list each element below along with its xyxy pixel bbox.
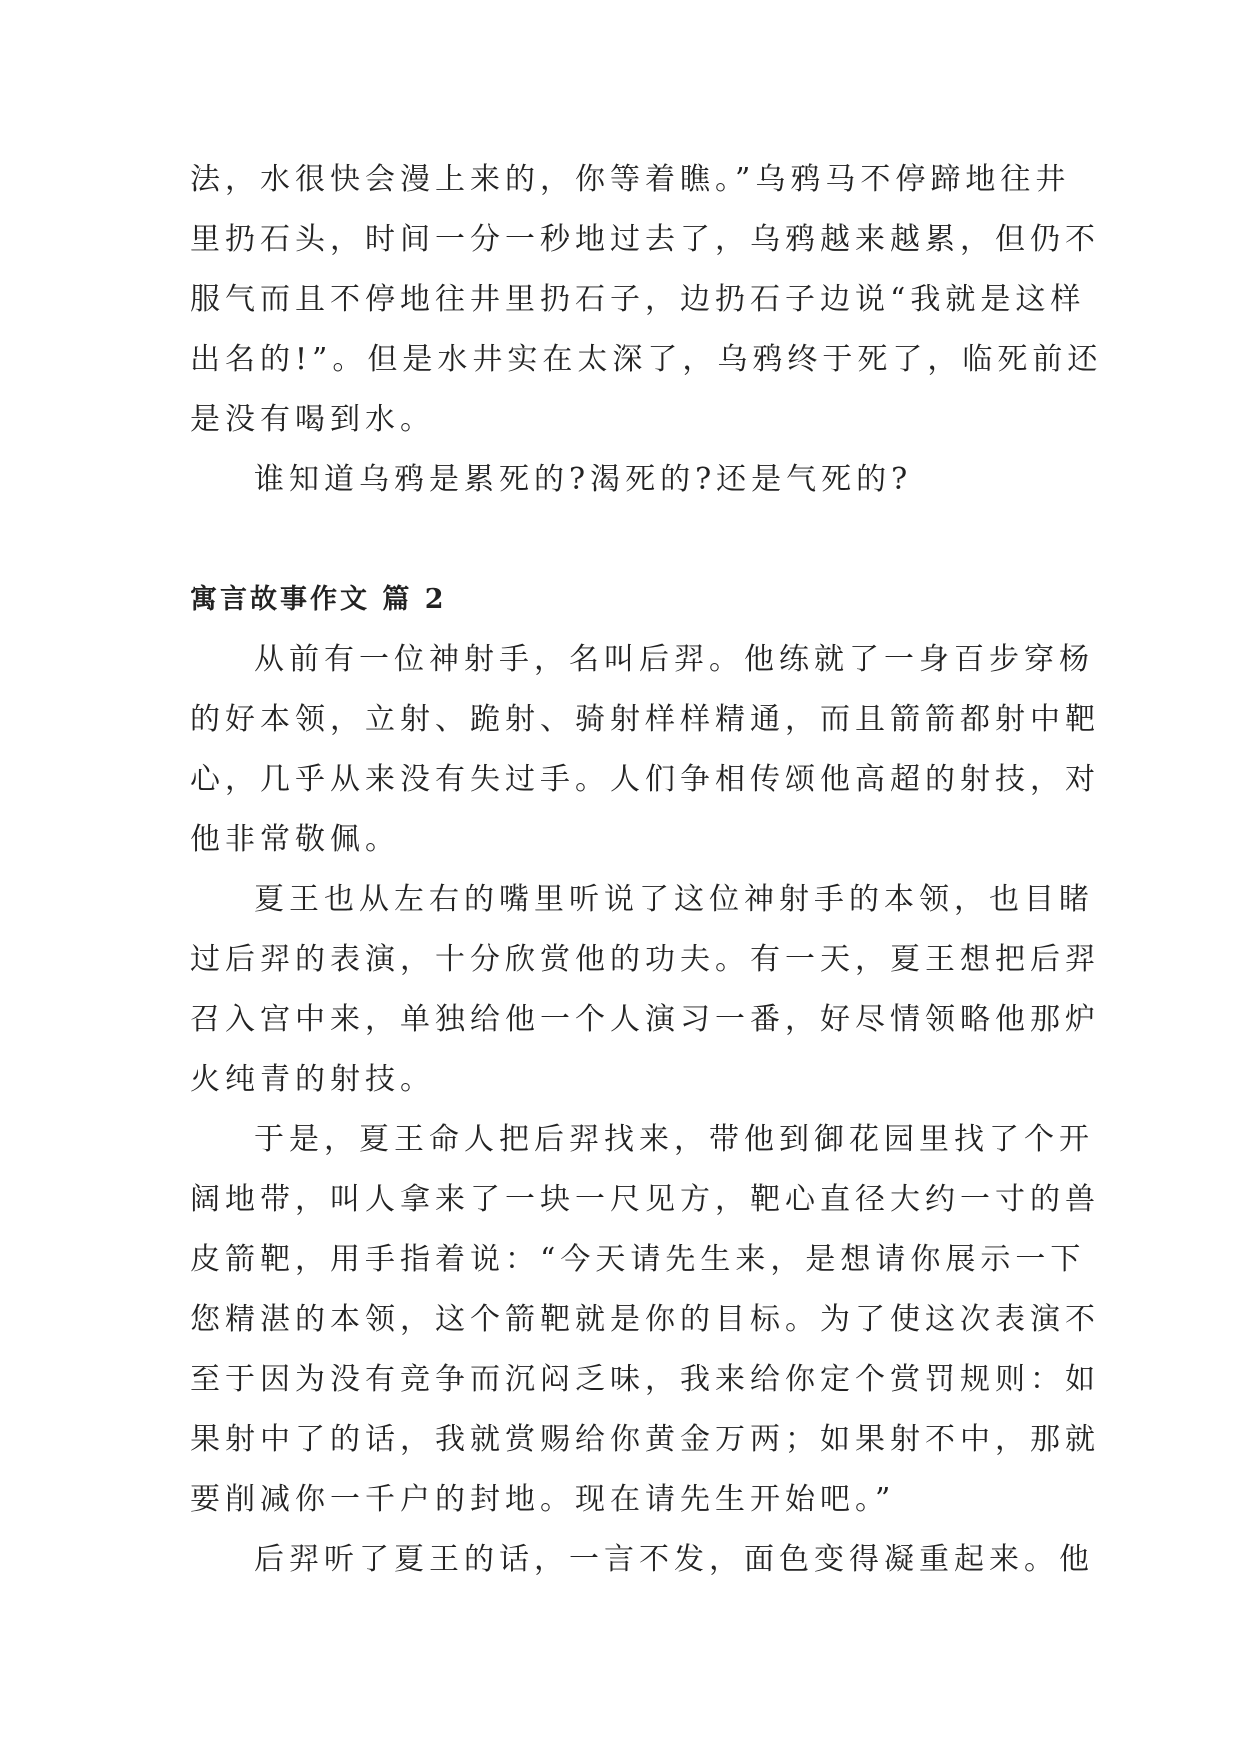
text-line: 阔地带，叫人拿来了一块一尺见方，靶心直径大约一寸的兽 — [190, 1182, 1100, 1217]
text-line: 是没有喝到水。 — [190, 402, 435, 437]
text-line: 召入宫中来，单独给他一个人演习一番，好尽情领略他那炉 — [190, 1002, 1100, 1037]
text-line: 法，水很快会漫上来的，你等着瞧。”乌鸦马不停蹄地往井 — [190, 162, 1071, 197]
text-line: 出名的!”。但是水井实在太深了，乌鸦终于死了，临死前还 — [190, 342, 1103, 377]
text-line: 至于因为没有竞争而沉闷乏味，我来给你定个赏罚规则：如 — [190, 1362, 1100, 1397]
text-line: 于是，夏王命人把后羿找来，带他到御花园里找了个开 — [254, 1122, 1094, 1157]
text-line: 火纯青的射技。 — [190, 1062, 435, 1097]
text-line: 果射中了的话，我就赏赐给你黄金万两；如果射不中，那就 — [190, 1422, 1100, 1457]
text-line: 的好本领，立射、跪射、骑射样样精通，而且箭箭都射中靶 — [190, 702, 1100, 737]
question-paragraph — [190, 450, 1050, 510]
text-line: 后羿听了夏王的话，一言不发，面色变得凝重起来。他 — [254, 1542, 1094, 1577]
text-line: 从前有一位神射手，名叫后羿。他练就了一身百步穿杨 — [254, 642, 1094, 677]
body-paragraph — [190, 870, 1100, 1110]
body-paragraph — [190, 1110, 1100, 1530]
text-line: 他非常敬佩。 — [190, 822, 400, 857]
text-line: 夏王也从左右的嘴里听说了这位神射手的本领，也目睹 — [254, 882, 1094, 917]
text-line: 皮箭靶，用手指着说：“今天请先生来，是想请你展示一下 — [190, 1242, 1086, 1277]
text-line: 您精湛的本领，这个箭靶就是你的目标。为了使这次表演不 — [190, 1302, 1100, 1337]
text-line: 心，几乎从来没有失过手。人们争相传颂他高超的射技，对 — [190, 762, 1100, 797]
text-line: 过后羿的表演，十分欣赏他的功夫。有一天，夏王想把后羿 — [190, 942, 1100, 977]
continuation-paragraph — [190, 150, 1103, 450]
body-paragraph — [190, 630, 1100, 870]
text-line: 谁知道乌鸦是累死的?渴死的?还是气死的? — [254, 462, 913, 497]
section-heading: 寓言故事作文 篇 2 — [190, 584, 447, 615]
document-body — [190, 150, 1103, 1590]
text-line: 服气而且不停地往井里扔石子，边扔石子边说“我就是这样 — [190, 282, 1086, 317]
text-line: 要削减你一千户的封地。现在请先生开始吧。” — [190, 1482, 896, 1517]
text-line: 里扔石头，时间一分一秒地过去了，乌鸦越来越累，但仍不 — [190, 222, 1100, 257]
body-paragraph — [190, 1530, 1094, 1590]
